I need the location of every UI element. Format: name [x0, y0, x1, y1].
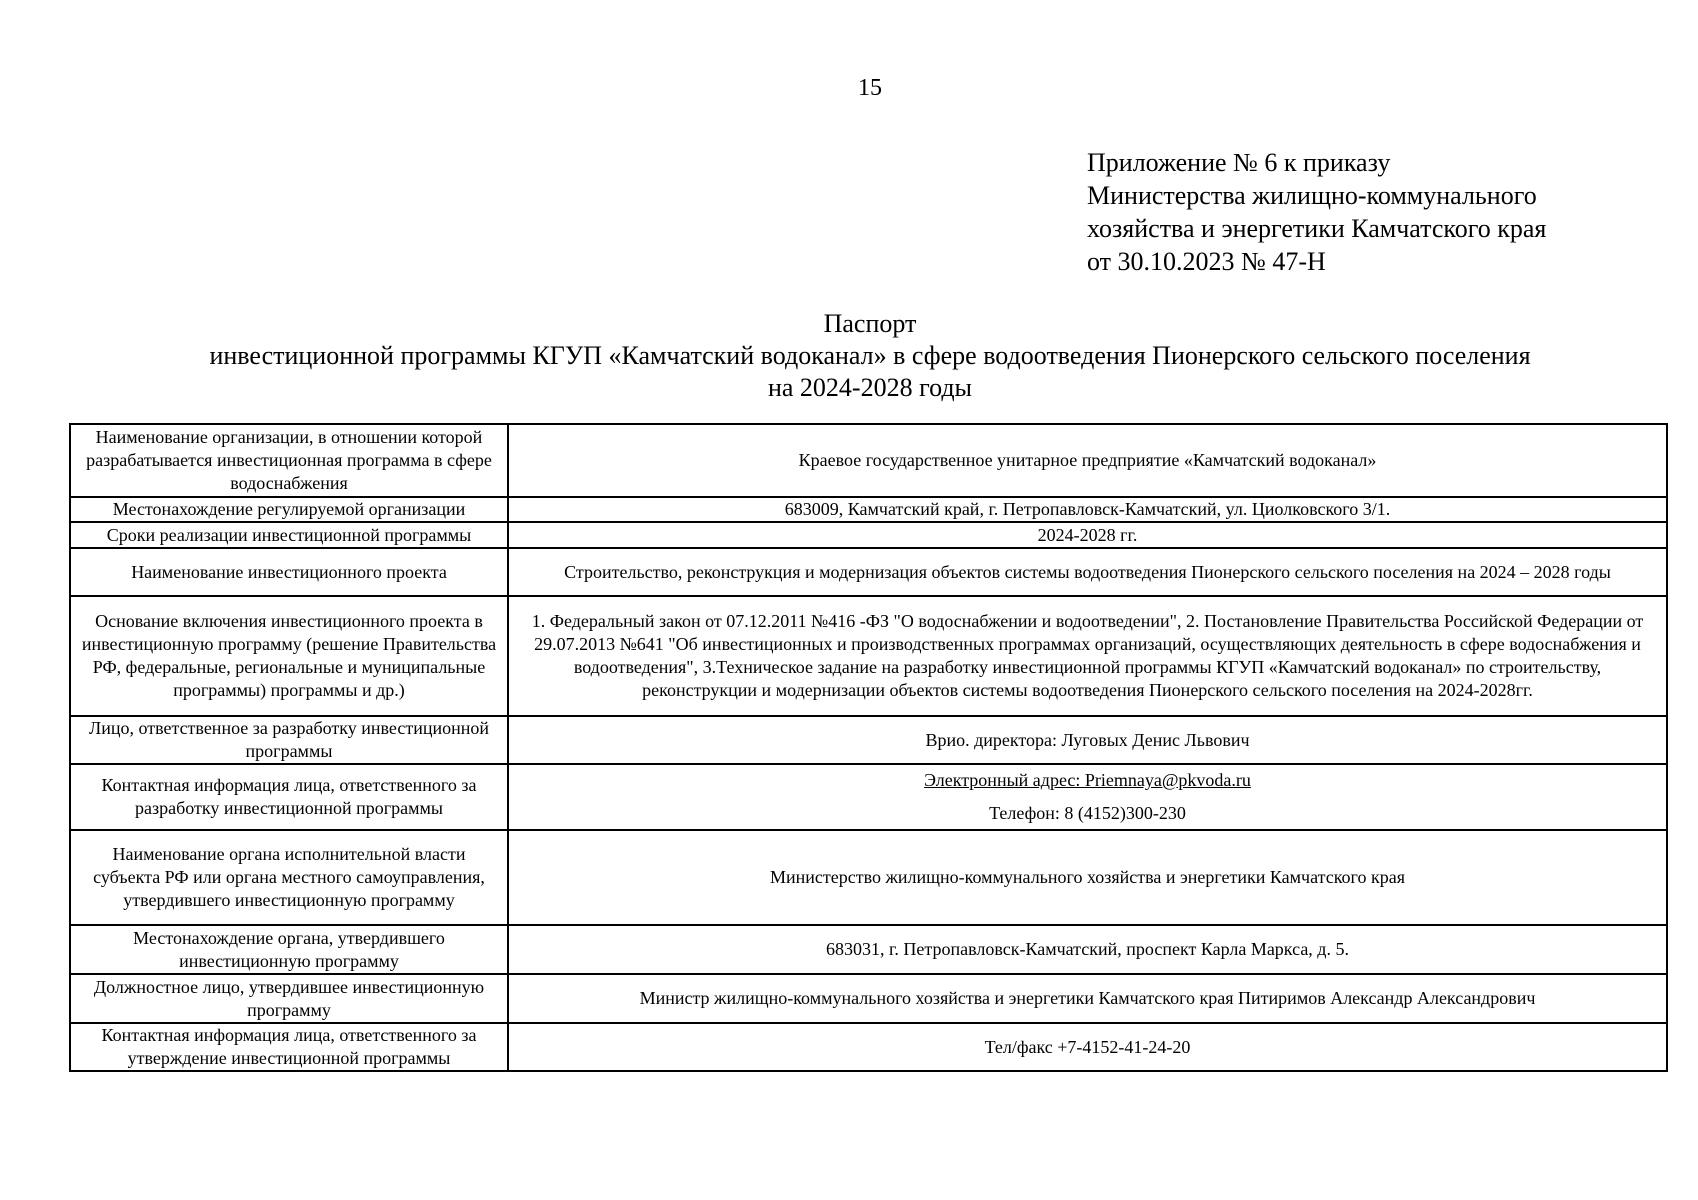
row-label: Местонахождение органа, утвердившего инвестиционную программу	[70, 925, 508, 974]
row-value: 1. Федеральный закон от 07.12.2011 №416 -ФЗ "О водоснабжении и водоотведении", 2. Постановление Правительства Российской Федерации от 29.07.2013 №641 "Об инвестиционных и производственных программах организаций, осуществляющих деятельность в сфере водоснабжения и водоотведения", 3.Техническое задание на разработку инвестиционной программы КГУП «Камчатский водоканал» по строительству, реконструкции и модернизации объектов системы водоотведения Пионерского сельского поселения на 2024-2028гг.	[508, 596, 1667, 716]
row-label: Должностное лицо, утвердившее инвестиционную программу	[70, 974, 508, 1023]
table-row	[70, 596, 1667, 716]
table-row	[70, 764, 1667, 830]
table-row	[70, 497, 1667, 522]
row-label: Наименование органа исполнительной власти субъекта РФ или органа местного самоуправления, утвердившего инвестиционную программу	[70, 830, 508, 925]
row-label: Наименование инвестиционного проекта	[70, 548, 508, 596]
row-value: Министерство жилищно-коммунального хозяйства и энергетики Камчатского края	[508, 830, 1667, 925]
row-value: Врио. директора: Луговых Денис Львович	[508, 716, 1667, 764]
document-title	[60, 308, 1680, 404]
row-label: Наименование организации, в отношении которой разрабатывается инвестиционная программа в сфере водоснабжения	[70, 424, 508, 497]
appendix-line: от 30.10.2023 № 47-Н	[1087, 247, 1326, 276]
table-row	[70, 548, 1667, 596]
table-row	[70, 974, 1667, 1023]
table-row	[70, 830, 1667, 925]
email-link[interactable]: Электронный адрес: Priemnaya@pkvoda.ru	[924, 770, 1251, 790]
row-value: 2024-2028 гг.	[508, 522, 1667, 548]
appendix-header	[1087, 146, 1687, 278]
appendix-line: Министерства жилищно-коммунального	[1087, 181, 1537, 210]
row-label: Сроки реализации инвестиционной программы	[70, 522, 508, 548]
row-value: Краевое государственное унитарное предприятие «Камчатский водоканал»	[508, 424, 1667, 497]
phone-text: Телефон: 8 (4152)300-230	[989, 803, 1186, 823]
title-line: Паспорт	[823, 309, 917, 338]
page-number: 15	[858, 75, 882, 101]
passport-table	[69, 423, 1668, 1072]
appendix-line: Приложение № 6 к приказу	[1087, 148, 1391, 177]
contact-cell	[508, 764, 1667, 830]
row-value: 683031, г. Петропавловск-Камчатский, проспект Карла Маркса, д. 5.	[508, 925, 1667, 974]
title-line: инвестиционной программы КГУП «Камчатский водоканал» в сфере водоотведения Пионерского сельского поселения	[209, 341, 1531, 370]
row-value: Строительство, реконструкция и модернизация объектов системы водоотведения Пионерского сельского поселения на 2024 – 2028 годы	[508, 548, 1667, 596]
row-label: Основание включения инвестиционного проекта в инвестиционную программу (решение Правительства РФ, федеральные, региональные и муниципальные программы) программы и др.)	[70, 596, 508, 716]
row-value: 683009, Камчатский край, г. Петропавловск-Камчатский, ул. Циолковского 3/1.	[508, 497, 1667, 522]
table-row	[70, 522, 1667, 548]
row-value: Тел/факс +7-4152-41-24-20	[508, 1023, 1667, 1071]
table-row	[70, 716, 1667, 764]
row-label: Контактная информация лица, ответственного за разработку инвестиционной программы	[70, 764, 508, 830]
row-label: Контактная информация лица, ответственного за утверждение инвестиционной программы	[70, 1023, 508, 1071]
table-row	[70, 1023, 1667, 1071]
row-label: Местонахождение регулируемой организации	[70, 497, 508, 522]
title-line: на 2024-2028 годы	[767, 373, 973, 402]
row-value: Министр жилищно-коммунального хозяйства и энергетики Камчатского края Питиримов Александр Александрович	[508, 974, 1667, 1023]
appendix-line: хозяйства и энергетики Камчатского края	[1087, 214, 1547, 243]
table-row	[70, 424, 1667, 497]
table-row	[70, 925, 1667, 974]
row-label: Лицо, ответственное за разработку инвестиционной программы	[70, 716, 508, 764]
